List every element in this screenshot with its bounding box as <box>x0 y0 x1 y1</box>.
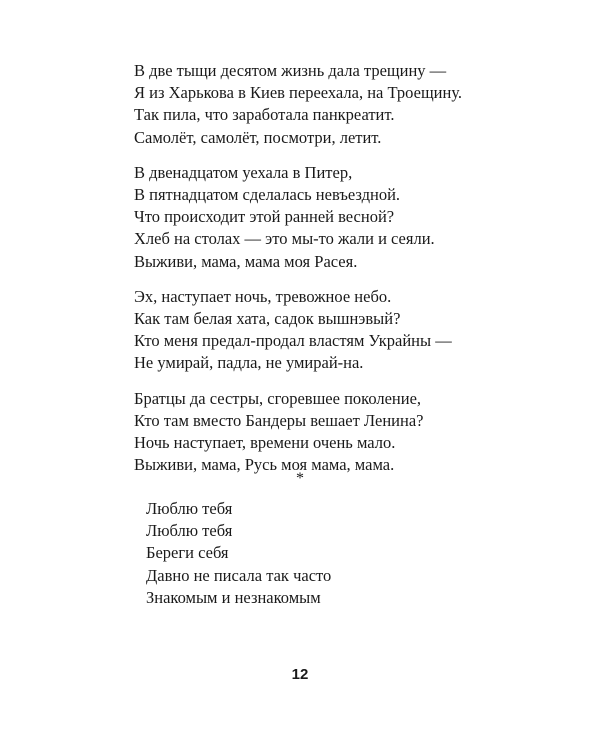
poem-line: В двенадцатом уехала в Питер, <box>134 162 353 182</box>
poem-line: Выживи, мама, Русь моя мама, мама. <box>134 455 395 475</box>
poem-line: Самолёт, самолёт, посмотри, летит. <box>134 127 382 147</box>
poem-line: Знакомым и незнакомым <box>146 587 321 607</box>
poem-line: Хлеб на столах — это мы-то жали и сеяли. <box>134 229 435 249</box>
poem-line: Люблю тебя <box>146 521 233 541</box>
poem-line: Кто там вместо Бандеры вешает Ленина? <box>134 410 424 430</box>
poem-line: Береги себя <box>146 543 229 563</box>
poem-line: В две тыщи десятом жизнь дала трещину — <box>134 61 447 80</box>
poem-line: Давно не писала так часто <box>146 565 332 585</box>
poem-line: Как там белая хата, садок вышнэвый? <box>134 309 401 329</box>
poem-line: Ночь наступает, времени очень мало. <box>134 433 396 453</box>
poem-line: Не умирай, падла, не умирай-на. <box>134 353 364 373</box>
stanza-3 <box>134 286 554 375</box>
poem-line: Эх, наступает ночь, тревожное небо. <box>134 286 392 306</box>
section-separator: * <box>296 470 304 487</box>
poem-line: Люблю тебя <box>146 499 233 518</box>
poem-line: Кто меня предал-продал властям Украйны — <box>134 331 452 351</box>
poem-line: Я из Харькова в Киев переехала, на Троещину. <box>134 83 463 103</box>
poem-line: В пятнадцатом сделалась невъездной. <box>134 185 401 205</box>
stanza-1 <box>134 60 554 149</box>
poem-line: Выживи, мама, мама моя Расея. <box>134 251 358 271</box>
poem-line: Так пила, что заработала панкреатит. <box>134 105 395 125</box>
poem <box>134 60 554 489</box>
stanza-2 <box>134 162 554 273</box>
poem-line: Братцы да сестры, сгоревшее поколение, <box>134 388 422 408</box>
poem-line: Что происходит этой ранней весной? <box>134 207 395 227</box>
stanza-4 <box>134 388 554 477</box>
poem-2 <box>146 498 546 609</box>
page-number: 12 <box>291 666 309 683</box>
